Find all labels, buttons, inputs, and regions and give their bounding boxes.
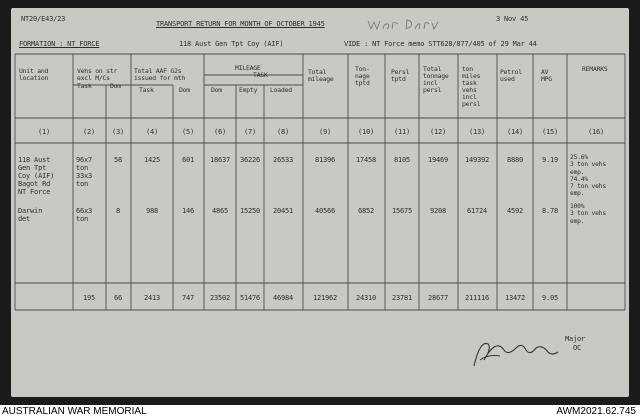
cell-mileage-dom: 4865 — [211, 207, 229, 215]
col-number: (5) — [181, 128, 195, 136]
total-tonnage: 24310 — [355, 294, 377, 302]
row-unit-name: 118 Aust Gen Tpt Coy (AIF) Bagot Rd NT Force — [18, 156, 55, 196]
total-aaf-task: 2413 — [143, 294, 161, 302]
header-mileage-task: TASK — [253, 71, 268, 79]
header-aaf-task: Task — [139, 86, 154, 94]
col-number: (2) — [82, 128, 96, 136]
footer-bar — [0, 405, 640, 418]
header-vehs-dom: Dom — [110, 82, 121, 90]
header-total-tonnage: Total tonnage incl persl — [423, 65, 449, 94]
total-petrol: 13472 — [504, 294, 526, 302]
col-number: (1) — [37, 128, 51, 136]
cell-aaf-dom: 146 — [181, 207, 195, 215]
header-mileage-empty: Empty — [239, 86, 258, 94]
cell-vehs-dom: 58 — [113, 156, 123, 164]
header-tonnage: Ton- nage tptd — [355, 65, 370, 87]
total-total-mileage: 121962 — [312, 294, 338, 302]
cell-mileage-dom: 18637 — [209, 156, 231, 164]
col-number: (3) — [111, 128, 125, 136]
header-av-mpg: AV MPG — [541, 68, 552, 83]
cell-vehs-task: 66x3 ton — [76, 207, 93, 223]
total-ton-miles: 211116 — [464, 294, 490, 302]
cell-remarks: 25.6% 3 ton vehs emp. 74.4% 7 ton vehs emp. — [570, 154, 606, 198]
cell-remarks: 100% 3 ton vehs emp. — [570, 203, 606, 225]
col-number: (7) — [243, 128, 257, 136]
vide-reference: VIDE : NT Force memo STT628/877/405 of 29 Mar 44 — [344, 40, 537, 48]
header-mileage-dom: Dom — [211, 86, 222, 94]
header-unit-location: Unit and location — [19, 67, 49, 82]
col-number: (4) — [145, 128, 159, 136]
header-petrol: Petrol used — [500, 68, 522, 83]
cell-aaf-task: 1425 — [143, 156, 161, 164]
footer-institution: AUSTRALIAN WAR MEMORIAL — [2, 406, 147, 417]
cell-tonnage: 17458 — [355, 156, 377, 164]
total-aaf-dom: 747 — [181, 294, 195, 302]
col-number: (13) — [468, 128, 486, 136]
header-ton-miles: ton miles task vehs incl persl — [462, 65, 481, 108]
document-date: 3 Nov 45 — [496, 15, 529, 23]
cell-aaf-dom: 601 — [181, 156, 195, 164]
total-persl: 23781 — [391, 294, 413, 302]
header-aaf: Total AAF G2s issued for mth — [134, 67, 186, 82]
cell-total-mileage: 40566 — [314, 207, 336, 215]
total-mpg: 9.05 — [541, 294, 559, 302]
col-number: (9) — [318, 128, 332, 136]
signature-rank: Major — [565, 335, 586, 343]
total-total-tonnage: 28677 — [427, 294, 449, 302]
header-vehs: Vehs on str excl M/Cs — [77, 67, 118, 82]
document-title: TRANSPORT RETURN FOR MONTH OF OCTOBER 1945 — [156, 20, 325, 28]
footer-accession-number: AWM2021.62.745 — [556, 406, 636, 417]
cell-mpg: 9.19 — [541, 156, 559, 164]
unit-name: 118 Aust Gen Tpt Coy (AIF) — [179, 40, 284, 48]
header-total-mileage: Total mileage — [308, 68, 334, 83]
cell-petrol: 4592 — [506, 207, 524, 215]
header-mileage-loaded: Loaded — [270, 86, 292, 94]
cell-mileage-loaded: 20451 — [272, 207, 294, 215]
document-paper — [11, 8, 629, 397]
document-ref: NT20/E43/23 — [21, 15, 66, 23]
formation-label: FORMATION : NT FORCE — [19, 40, 100, 48]
cell-persl: 15675 — [391, 207, 413, 215]
total-vehs-dom: 66 — [113, 294, 123, 302]
signature-image — [466, 330, 576, 372]
cell-ton-miles: 149392 — [464, 156, 490, 164]
col-number: (16) — [587, 128, 605, 136]
col-number: (12) — [429, 128, 447, 136]
row-unit-name: Darwin det — [18, 207, 43, 223]
cell-mileage-empty: 15250 — [239, 207, 261, 215]
col-number: (10) — [357, 128, 375, 136]
header-vehs-task: Task — [77, 82, 92, 90]
header-remarks: REMARKS — [582, 65, 608, 73]
total-mileage-dom: 23502 — [209, 294, 231, 302]
col-number: (8) — [276, 128, 290, 136]
cell-aaf-task: 988 — [145, 207, 159, 215]
cell-vehs-task: 96x7 ton 33x3 ton — [76, 156, 93, 188]
col-number: (6) — [213, 128, 227, 136]
col-number: (11) — [393, 128, 411, 136]
cell-mileage-loaded: 26533 — [272, 156, 294, 164]
cell-ton-miles: 61724 — [466, 207, 488, 215]
cell-vehs-dom: 8 — [115, 207, 121, 215]
total-vehs-task: 195 — [82, 294, 96, 302]
cell-persl: 8105 — [393, 156, 411, 164]
signature-unit: OC — [573, 344, 582, 352]
cell-petrol: 8880 — [506, 156, 524, 164]
cell-total-tonnage: 9208 — [429, 207, 447, 215]
header-aaf-dom: Dom — [179, 86, 190, 94]
header-persl: Persl tptd — [391, 68, 410, 83]
cell-tonnage: 6852 — [357, 207, 375, 215]
total-mileage-loaded: 46984 — [272, 294, 294, 302]
cell-total-tonnage: 19469 — [427, 156, 449, 164]
header-mileage: MILEAGE — [235, 64, 261, 72]
cell-mileage-empty: 36226 — [239, 156, 261, 164]
col-number: (14) — [506, 128, 524, 136]
cell-mpg: 8.78 — [541, 207, 559, 215]
col-number: (15) — [541, 128, 559, 136]
total-mileage-empty: 51476 — [239, 294, 261, 302]
cell-total-mileage: 81396 — [314, 156, 336, 164]
